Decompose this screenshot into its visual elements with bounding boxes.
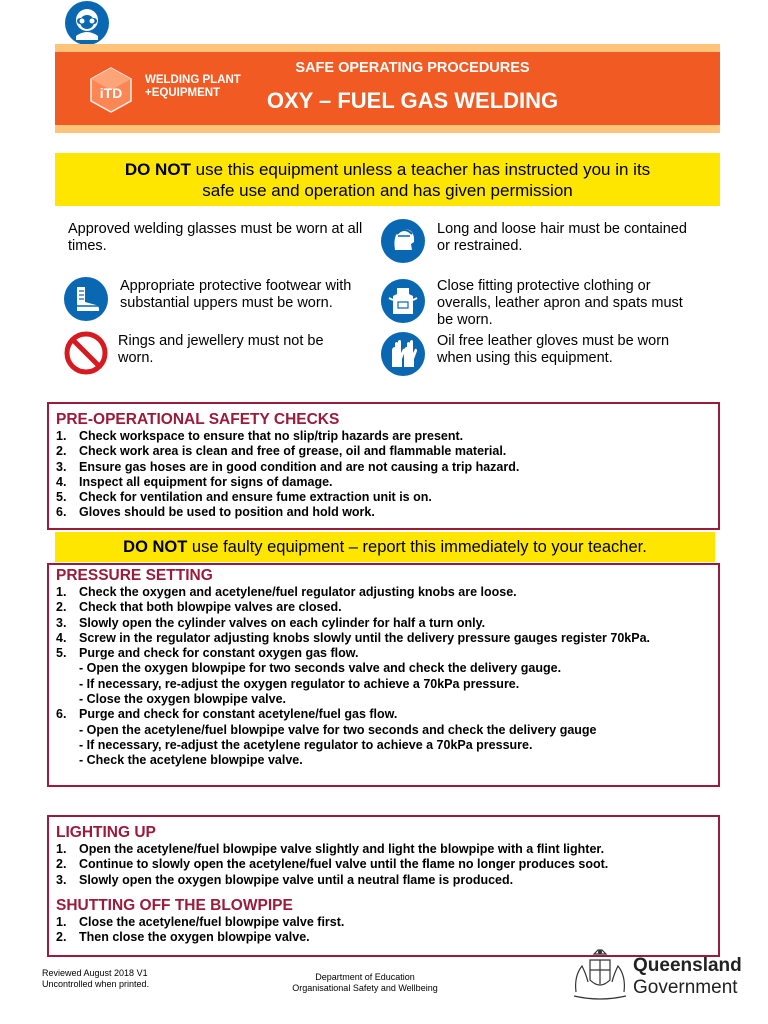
sub-step: - If necessary, re-adjust the acetylene regulator to achieve a 70kPa pressure. bbox=[79, 737, 533, 752]
sub-step: - Close the oxygen blowpipe valve. bbox=[79, 692, 286, 707]
ppe-item-clothing: Close fitting protective clothing or overalls, leather apron and spats must be worn. bbox=[437, 278, 683, 328]
sub-step: - Check the acetylene blowpipe valve. bbox=[79, 753, 303, 768]
pressure-setting-section bbox=[47, 563, 720, 787]
list-item: 1. Check the oxygen and acetylene/fuel regulator adjusting knobs are loose. bbox=[56, 585, 517, 599]
header-banner bbox=[55, 44, 720, 133]
sub-step: - Open the acetylene/fuel blowpipe valve for two seconds and check the delivery gauge bbox=[79, 722, 597, 737]
sub-step: - If necessary, re-adjust the oxygen regulator to achieve a 70kPa pressure. bbox=[79, 676, 520, 691]
list-item: 5. Purge and check for constant oxygen gas flow. bbox=[56, 646, 359, 661]
pressure-list bbox=[56, 585, 710, 661]
list-item: 2. Check work area is clean and free of grease, oil and flammable material. bbox=[56, 444, 507, 459]
list-item: 2. Continue to slowly open the acetylene/fuel valve until the flame no longer produces soot. bbox=[56, 857, 609, 872]
section-title-shutting: SHUTTING OFF THE BLOWPIPE bbox=[56, 896, 293, 914]
brand-label: WELDING PLANT +EQUIPMENT bbox=[145, 74, 241, 99]
shutting-list bbox=[56, 915, 710, 946]
section-title: PRESSURE SETTING bbox=[56, 567, 213, 584]
list-item: 4. Screw in the regulator adjusting knobs slowly until the delivery pressure gauges register 70kPa. bbox=[56, 630, 651, 645]
list-item: 6. Gloves should be used to position and hold work. bbox=[56, 505, 375, 520]
ppe-item-jewellery: Rings and jewellery must not be worn. bbox=[118, 333, 324, 366]
gloves-icon bbox=[380, 331, 426, 377]
ppe-item-hair: Long and loose hair must be contained or restrained. bbox=[437, 221, 687, 254]
pre-operational-checks-section bbox=[47, 402, 720, 530]
checks-list bbox=[56, 429, 710, 521]
list-item: 3. Slowly open the oxygen blowpipe valve until a neutral flame is produced. bbox=[56, 872, 514, 887]
queensland-government-logo: Queensland Government bbox=[633, 955, 742, 998]
lighting-list bbox=[56, 842, 710, 888]
safety-boot-icon bbox=[63, 276, 109, 322]
queensland-crest-icon bbox=[568, 946, 632, 1002]
hair-restraint-icon bbox=[380, 218, 426, 264]
list-item: 2. Check that both blowpipe valves are closed. bbox=[56, 600, 342, 615]
list-item: 1. Close the acetylene/fuel blowpipe valve first. bbox=[56, 914, 345, 929]
section-title: PRE-OPERATIONAL SAFETY CHECKS bbox=[56, 411, 340, 428]
list-item: 5. Check for ventilation and ensure fume extraction unit is on. bbox=[56, 490, 432, 505]
list-item: 1. Open the acetylene/fuel blowpipe valve slightly and light the blowpipe with a flint lighter. bbox=[56, 842, 605, 856]
prohibited-icon bbox=[63, 330, 109, 376]
department-note: Department of Education Organisational Safety and Wellbeing bbox=[292, 972, 438, 993]
section-title-lighting: LIGHTING UP bbox=[56, 824, 156, 841]
ppe-item-gloves: Oil free leather gloves must be worn when using this equipment. bbox=[437, 333, 670, 366]
review-note: Reviewed August 2018 V1 Uncontrolled when printed. bbox=[42, 968, 150, 989]
lighting-shutting-section bbox=[47, 815, 720, 957]
list-item: 6. Purge and check for constant acetylene/fuel gas flow. bbox=[56, 707, 398, 722]
warning-banner-faulty-equipment: DO NOT use faulty equipment – report this immediately to your teacher. bbox=[55, 532, 715, 562]
apron-icon bbox=[380, 278, 426, 324]
list-item: 3. Ensure gas hoses are in good condition and are not causing a trip hazard. bbox=[56, 459, 520, 474]
sop-heading: SAFE OPERATING PROCEDURES bbox=[295, 60, 530, 76]
list-item: 1. Check workspace to ensure that no slip/trip hazards are present. bbox=[56, 429, 464, 443]
ppe-item-glasses: Approved welding glasses must be worn at all times. bbox=[68, 221, 363, 254]
face-shield-icon bbox=[64, 0, 110, 46]
list-item: 3. Slowly open the cylinder valves on each cylinder for half a turn only. bbox=[56, 615, 486, 630]
sub-step: - Open the oxygen blowpipe for two seconds valve and check the delivery gauge. bbox=[79, 661, 562, 676]
svg-text:iTD: iTD bbox=[99, 85, 123, 101]
list-item: 2. Then close the oxygen blowpipe valve. bbox=[56, 930, 310, 945]
warning-banner-permission: DO NOT use this equipment unless a teacher has instructed you in its safe use and operation and has given permission bbox=[55, 153, 720, 206]
list-item: 4. Inspect all equipment for signs of damage. bbox=[56, 474, 333, 489]
ppe-item-footwear: Appropriate protective footwear with substantial uppers must be worn. bbox=[120, 278, 352, 311]
page-title: OXY – FUEL GAS WELDING bbox=[266, 88, 559, 113]
